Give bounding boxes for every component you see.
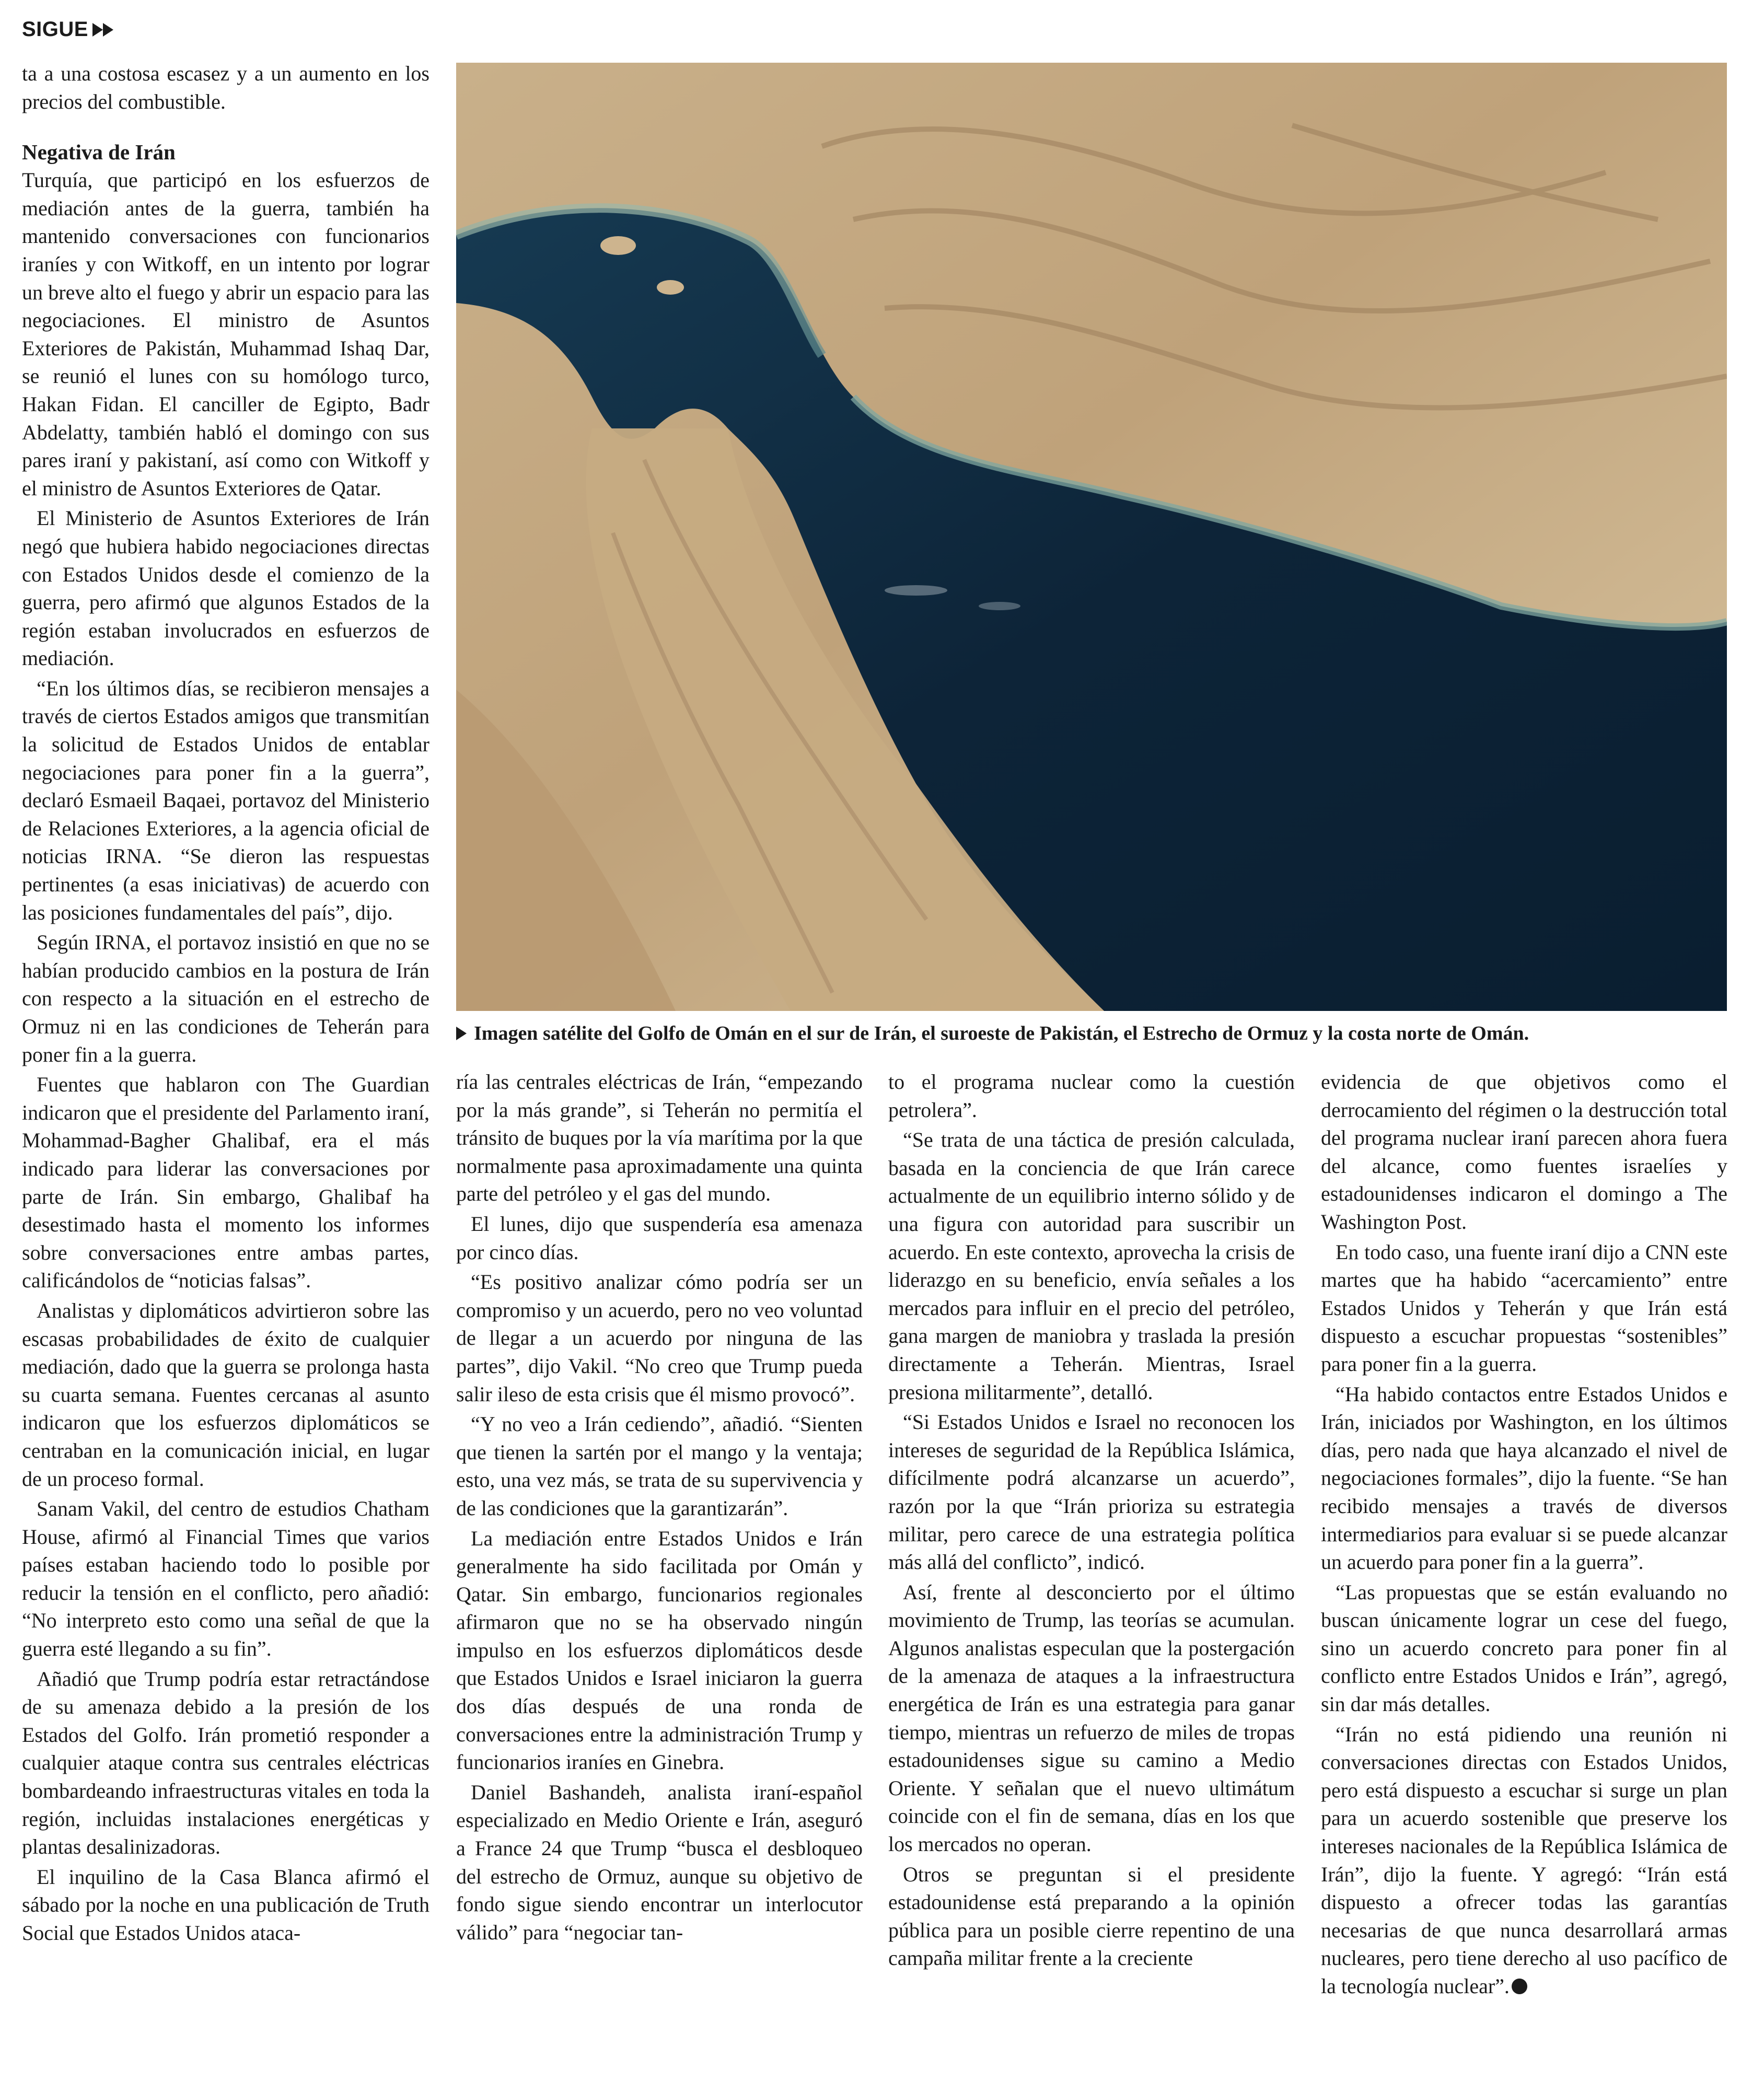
paragraph: “En los últimos días, se recibieron mensajes a través de ciertos Estados amigos que transmitían la solicitud de Estados Unidos de entablar negociaciones para poner fin a la guerra”, declaró Esmaeil Baqaei, portavoz del Ministerio de Relaciones Exteriores, a la agencia oficial de noticias IRNA. “Se dieron las respuestas pertinentes (a esas iniciativas) de acuerdo con las posiciones fundamentales del país”, dijo. xyxy=(22,676,430,924)
paragraph: El Ministerio de Asuntos Exteriores de Irán negó que hubiera habido negociaciones directas con Estados Unidos desde el comienzo de la guerra, pero afirmó que algunos Estados de la región estaban involucrados en esfuerzos de mediación. xyxy=(22,506,430,670)
paragraph: El lunes, dijo que suspendería esa amenaza por cinco días. xyxy=(456,1212,863,1264)
paragraph: “Se trata de una táctica de presión calculada, basada en la conciencia de que Irán carece actualmente de un equilibrio interno sólido y de una figura con autoridad para suscribir un acuerdo. En este contexto, aprovecha la crisis de liderazgo en su beneficio, envía señales a los mercados para influir en el precio del petróleo, gana margen de maniobra y traslada la presión directamente a Teherán. Mientras, Israel presiona militarmente”, detalló. xyxy=(888,1128,1295,1404)
paragraph: Analistas y diplomáticos advirtieron sobre las escasas probabilidades de éxito de cualquier mediación, dado que la guerra se prolonga hasta su cuarta semana. Fuentes cercanas al asunto indicaron que los esfuerzos diplomáticos se centraban en la comunicación inicial, en lugar de un proceso formal. xyxy=(22,1298,430,1491)
paragraph: Daniel Bashandeh, analista iraní-español especializado en Medio Oriente e Irán, aseguró a France 24 que Trump “busca el desbloqueo del estrecho de Ormuz, aunque su objetivo de fondo sigue siendo encontrar un interlocutor válido” para “negociar tan- xyxy=(456,1780,863,1944)
column-4-lead-paragraph: evidencia de que objetivos como el derrocamiento del régimen o la destrucción total del programa nuclear iraní parecen ahora fuera del alcance, como fuentes israelíes y estadounidenses indicaron el domingo a The Washington Post. xyxy=(1321,1070,1727,1234)
paragraph: Fuentes que hablaron con The Guardian indicaron que el presidente del Parlamento iraní, Mohammad-Bagher Ghalibaf, era el más indicado para liderar las conversaciones por parte de Irán. Sin embargo, Ghalibaf ha desestimado hasta el momento los informes sobre conversaciones entre ambas partes, calificándolos de “noticias falsas”. xyxy=(22,1073,430,1293)
double-arrow-icon xyxy=(92,23,113,37)
paragraph: El inquilino de la Casa Blanca afirmó el sábado por la noche en una publicación de Truth Social que Estados Unidos ataca- xyxy=(22,1865,430,1945)
paragraph: “Es positivo analizar cómo podría ser un compromiso y un acuerdo, pero no veo voluntad de llegar a un acuerdo por ninguna de las partes”, dijo Vakil. “No creo que Trump pueda salir ileso de esta crisis que él mismo provocó”. xyxy=(456,1270,863,1406)
caption-arrow-icon xyxy=(456,1027,467,1040)
paragraph: Sanam Vakil, del centro de estudios Chatham House, afirmó al Financial Times que varios países estaban haciendo todo lo posible por reducir la tensión en el conflicto, pero añadió: “No interpreto esto como una señal de que la guerra esté llegando a su fin”. xyxy=(22,1497,430,1661)
article-column-3 xyxy=(888,1068,1295,2087)
paragraph: “Las propuestas que se están evaluando no buscan únicamente lograr un cese del fuego, sino un acuerdo concreto para poner fin al conflicto entre Estados Unidos e Irán”, agregó, sin dar más detalles. xyxy=(1321,1580,1727,1716)
end-of-article-icon xyxy=(1512,1979,1527,1994)
last-paragraph xyxy=(1321,1720,1727,2000)
paragraph: Otros se preguntan si el presidente estadounidense está preparando a la opinión pública para un posible cierre repentino de una campaña militar frente a la creciente xyxy=(888,1862,1295,1970)
paragraph: Turquía, que participó en los esfuerzos de mediación antes de la guerra, también ha mantenido conversaciones con funcionarios iraníes y con Witkoff, en un intento por lograr un breve alto el fuego y abrir un espacio para las negociaciones. El ministro de Asuntos Exteriores de Pakistán, Muhammad Ishaq Dar, se reunió el lunes con su homólogo turco, Hakan Fidan. El canciller de Egipto, Badr Abdelatty, también habló el domingo con sus pares iraní y pakistaní, así como con Witkoff y el ministro de Asuntos Exteriores de Qatar. xyxy=(22,168,430,500)
paragraph: Así, frente al desconcierto por el último movimiento de Trump, las teorías se acumulan. Algunos analistas especulan que la postergación de la amenaza de ataques a la infraestructura energética de Irán es una estrategia para ganar tiempo, mientras un refuerzo de miles de tropas estadounidenses sigue su camino a Medio Oriente. Y señalan que el nuevo ultimátum coincide con el fin de semana, días en los que los mercados no operan. xyxy=(888,1580,1295,1856)
section-subhead: Negativa de Irán xyxy=(22,140,176,165)
column-2-lead-paragraph: ría las centrales eléctricas de Irán, “empezando por la más grande”, si Teherán no permitía el tránsito de buques por la vía marítima por la que normalmente pasa aproximadamente una quinta parte del petróleo y el gas del mundo. xyxy=(456,1070,863,1206)
caption-text: Imagen satélite del Golfo de Omán en el sur de Irán, el suroeste de Pakistán, el Estrecho de Ormuz y la costa norte de Omán. xyxy=(474,1022,1529,1044)
paragraph: “Ha habido contactos entre Estados Unidos e Irán, iniciados por Washington, en los últimos días, pero nada que haya alcanzado el nivel de negociaciones formales”, dijo la fuente. “Se han recibido mensajes a través de diversos intermediarios para evaluar si se puede alcanzar un acuerdo para poner fin a la guerra”. xyxy=(1321,1382,1727,1574)
paragraph: La mediación entre Estados Unidos e Irán generalmente ha sido facilitada por Omán y Qatar. Sin embargo, funcionarios regionales afirmaron que no se ha observado ningún impulso en los esfuerzos diplomáticos desde que Estados Unidos e Israel iniciaron la guerra dos días después de una ronda de conversaciones entre la administración Trump y funcionarios iraníes en Ginebra. xyxy=(456,1526,863,1774)
article-column-2 xyxy=(456,1068,863,2087)
article-column-1 xyxy=(22,60,430,2087)
paragraph: Añadió que Trump podría estar retractándose de su amenaza debido a la presión de los Estados del Golfo. Irán prometió responder a cualquier ataque contra sus centrales eléctricas bombardeando infraestructuras vitales en toda la región, incluidas instalaciones energéticas y plantas desalinizadoras. xyxy=(22,1667,430,1859)
column-3-lead-paragraph: to el programa nuclear como la cuestión petrolera”. xyxy=(888,1070,1295,1122)
paragraph: En todo caso, una fuente iraní dijo a CNN este martes que ha habido “acercamiento” entre Estados Unidos y Teherán y que Irán está dispuesto a escuchar propuestas “sostenibles” para poner fin a la guerra. xyxy=(1321,1240,1727,1376)
photo-caption xyxy=(456,1021,1727,1046)
satellite-photo xyxy=(456,63,1727,1011)
last-paragraph-text: “Irán no está pidiendo una reunión ni conversaciones directas con Estados Unidos, pero está dispuesto a escuchar si surge un plan para un acuerdo sostenible que preserve los intereses nacionales de la República Islámica de Irán”, dijo la fuente. Y agregó: “Irán está dispuesto a ofrecer todas las garantías necesarias de que nunca desarrollará armas nucleares, pero tiene derecho al uso pacífico de la tecnología nuclear”. xyxy=(1321,1722,1727,1998)
paragraph: Según IRNA, el portavoz insistió en que no se habían producido cambios en la postura de Irán con respecto a la situación en el estrecho de Ormuz ni en las condiciones de Teherán para poner fin a la guerra. xyxy=(22,930,430,1066)
article-column-4 xyxy=(1321,1068,1727,2087)
paragraph: “Y no veo a Irán cediendo”, añadió. “Sienten que tienen la sartén por el mango y la ventaja; esto, una vez más, se trata de su supervivencia y de las condiciones que la garantizarán”. xyxy=(456,1412,863,1520)
continue-kicker xyxy=(22,18,113,41)
paragraph: “Si Estados Unidos e Israel no reconocen los intereses de seguridad de la República Islámica, difícilmente podrá alcanzarse un acuerdo”, razón por la que “Irán prioriza su estrategia militar, pero carece de una estrategia política más allá del conflicto”, indicó. xyxy=(888,1410,1295,1574)
column-1-lead-paragraph: ta a una costosa escasez y a un aumento en los precios del combustible. xyxy=(22,62,430,113)
kicker-label: SIGUE xyxy=(22,18,88,41)
satellite-image xyxy=(456,63,1727,1011)
